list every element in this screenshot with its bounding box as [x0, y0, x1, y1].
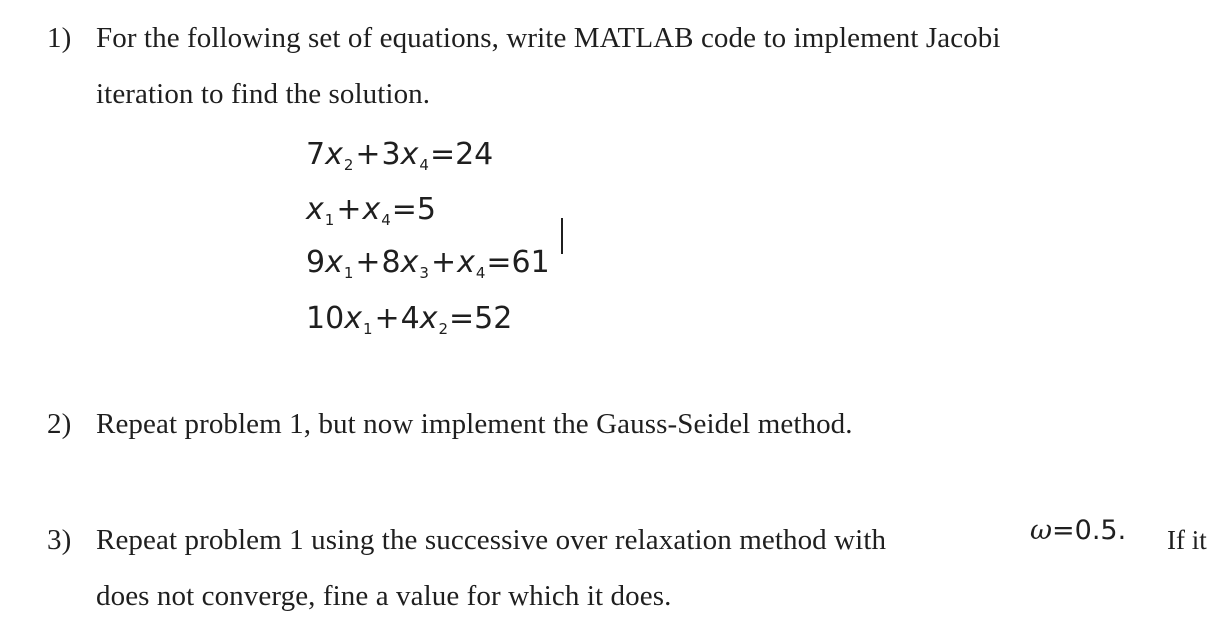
eq4-rhs: =52	[449, 301, 513, 336]
eq1-coef-1: 7	[306, 137, 326, 172]
problem-3-number: 3)	[47, 524, 72, 556]
eq3-sub-1: 1	[343, 264, 354, 282]
eq1-sub-1: 2	[343, 156, 354, 174]
problem-3-text-line-2: does not converge, fine a value for which it does.	[96, 580, 672, 612]
eq1-op-1: +	[355, 137, 381, 172]
eq2-var-1: x	[306, 192, 324, 227]
eq3-op-2: +	[430, 245, 457, 280]
equation-2	[306, 192, 436, 229]
eq4-var-1: x	[344, 301, 362, 336]
eq2-op-1: +	[336, 192, 362, 227]
eq1-var-2: x	[400, 137, 419, 172]
eq2-var-2: x	[362, 192, 381, 227]
text-cursor	[561, 218, 563, 254]
eq1-sub-2: 4	[419, 156, 429, 174]
eq2-sub-1: 1	[324, 211, 335, 229]
eq4-coef-1: 10	[306, 301, 345, 336]
eq3-var-1: x	[325, 245, 343, 280]
problem-3-text-line-1: Repeat problem 1 using the successive over relaxation method with	[96, 524, 887, 556]
eq4-sub-2: 2	[438, 320, 449, 338]
problem-2-number: 2)	[47, 408, 72, 440]
eq3-sub-3: 4	[475, 264, 486, 282]
eq1-coef-2: 3	[381, 137, 401, 172]
eq3-coef-1: 9	[306, 245, 326, 280]
eq3-var-2: x	[400, 245, 419, 280]
problem-2-text: Repeat problem 1, but now implement the Gauss-Seidel method.	[96, 408, 853, 440]
eq2-rhs: =5	[391, 192, 436, 227]
problem-3-text-tail: If it	[1167, 525, 1207, 555]
eq3-sub-2: 3	[419, 264, 429, 282]
omega-expression	[1030, 517, 1126, 544]
eq3-rhs: =61	[486, 245, 550, 280]
problem-1-text-line-2: iteration to find the solution.	[96, 78, 431, 110]
eq4-coef-2: 4	[400, 301, 420, 336]
problem-1-number: 1)	[47, 22, 72, 54]
equation-4	[306, 301, 513, 338]
eq3-coef-2: 8	[381, 245, 401, 280]
omega-value: =0.5.	[1052, 515, 1127, 546]
eq4-sub-1: 1	[362, 320, 373, 338]
eq3-op-1: +	[355, 245, 381, 280]
eq1-rhs: =24	[429, 137, 494, 172]
eq3-var-3: x	[457, 245, 475, 280]
equation-1	[306, 137, 494, 174]
eq4-op-1: +	[374, 301, 400, 336]
equation-3	[306, 245, 550, 282]
eq4-var-2: x	[419, 301, 438, 336]
omega-symbol: ω	[1030, 515, 1053, 546]
eq1-var-1: x	[325, 137, 343, 172]
eq2-sub-2: 4	[381, 211, 391, 229]
problem-1-text-line-1: For the following set of equations, write MATLAB code to implement Jacobi	[96, 22, 1001, 54]
